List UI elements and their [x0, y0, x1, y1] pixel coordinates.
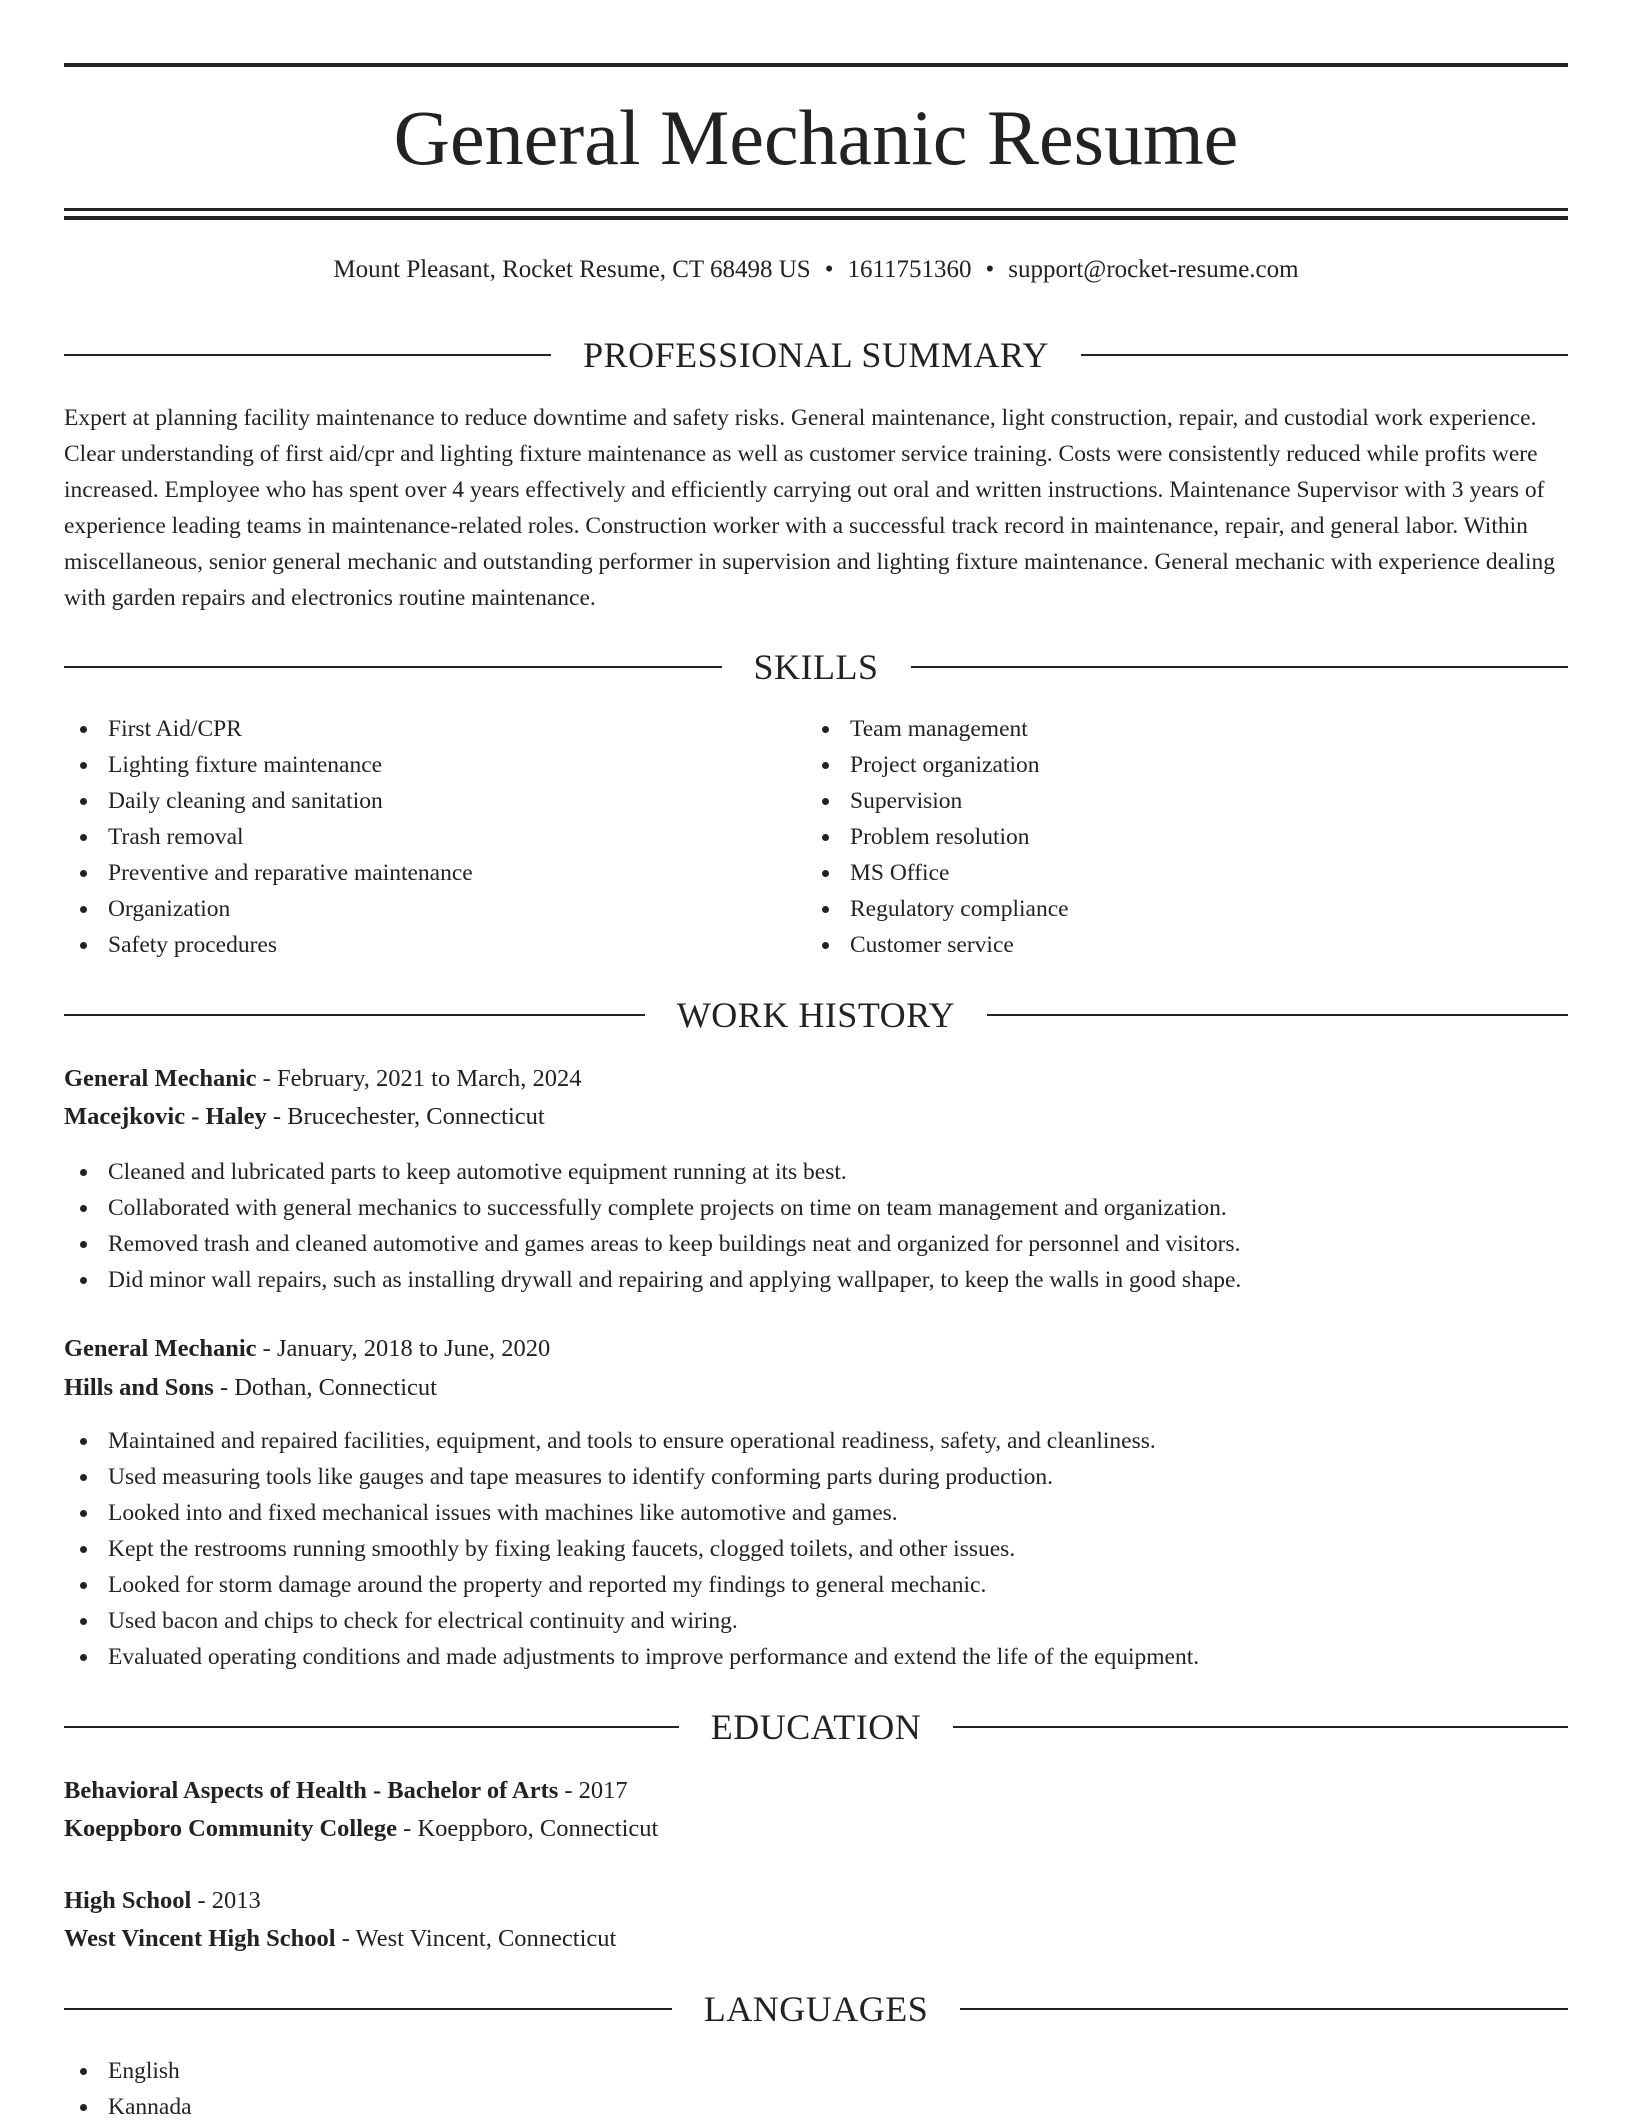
- header-top-rule: [64, 63, 1568, 67]
- job-location: - Brucechester, Connecticut: [266, 1103, 545, 1130]
- job-duties-list: [64, 1423, 1568, 1675]
- education-location: - West Vincent, Connecticut: [335, 1925, 617, 1952]
- job-duty: Collaborated with general mechanics to successfully complete projects on time on team management and organization.: [64, 1190, 1568, 1226]
- section-heading-education: [64, 1705, 1568, 1749]
- education-degree-line: [64, 1772, 628, 1810]
- job-duty: Used bacon and chips to check for electrical continuity and wiring.: [64, 1603, 1568, 1639]
- job-duty: Removed trash and cleaned automotive and games areas to keep buildings neat and organized for personnel and visitors.: [64, 1226, 1568, 1262]
- job-title-line: [64, 1060, 582, 1098]
- section-heading-languages: [64, 1987, 1568, 2031]
- job-company: Hills and Sons: [64, 1374, 214, 1401]
- job-duty: Cleaned and lubricated parts to keep automotive equipment running at its best.: [64, 1154, 1568, 1190]
- contact-phone: 1611751360: [847, 256, 972, 283]
- skill-item: Supervision: [806, 783, 1069, 819]
- heading-rule: [64, 666, 722, 668]
- skill-item: Organization: [64, 891, 473, 927]
- skills-list-right: [806, 711, 1069, 963]
- education-school: West Vincent High School: [64, 1925, 336, 1952]
- skill-item: Daily cleaning and sanitation: [64, 783, 473, 819]
- contact-separator: •: [824, 256, 834, 283]
- section-heading-skills: [64, 645, 1568, 689]
- heading-rule: [1081, 354, 1568, 356]
- education-degree: Behavioral Aspects of Health - Bachelor of Arts: [64, 1777, 559, 1804]
- heading-rule: [64, 1014, 645, 1016]
- education-location: - Koeppboro, Connecticut: [397, 1815, 659, 1842]
- heading-rule: [64, 1726, 679, 1728]
- job-duty: Kept the restrooms running smoothly by fixing leaking faucets, clogged toilets, and other issues.: [64, 1531, 1568, 1567]
- skill-item: Problem resolution: [806, 819, 1069, 855]
- heading-rule: [987, 1014, 1568, 1016]
- summary-paragraph: Expert at planning facility maintenance to reduce downtime and safety risks. General maintenance, light construction, repair, and custodial work experience. Clear understanding of first aid/cpr and lighting fixture maintenance as well as customer service training. Costs were consistently reduced while profits were increased. Employee who has spent over 4 years effectively and efficiently carrying out oral and written instructions. Maintenance Supervisor with 3 years of experience leading teams in maintenance-related roles. Construction worker with a successful track record in maintenance, repair, and general labor. Within miscellaneous, senior general mechanic and outstanding performer in supervision and lighting fixture maintenance. General mechanic with experience dealing with garden repairs and electronics routine maintenance.: [64, 405, 1556, 611]
- contact-address: Mount Pleasant, Rocket Resume, CT 68498 US: [333, 256, 811, 283]
- skill-item: MS Office: [806, 855, 1069, 891]
- skill-item: Team management: [806, 711, 1069, 747]
- job-duty: Looked into and fixed mechanical issues with machines like automotive and games.: [64, 1495, 1568, 1531]
- education-school-line: [64, 1920, 616, 1958]
- job-duty: Maintained and repaired facilities, equipment, and tools to ensure operational readiness, safety, and cleanliness.: [64, 1423, 1568, 1459]
- skill-item: Lighting fixture maintenance: [64, 747, 473, 783]
- education-year: - 2017: [558, 1777, 628, 1804]
- header-double-rule-upper: [64, 208, 1568, 211]
- skill-item: Regulatory compliance: [806, 891, 1069, 927]
- section-title-education: EDUCATION: [710, 1707, 922, 1747]
- education-degree: High School: [64, 1887, 192, 1914]
- education-degree-line: [64, 1882, 261, 1920]
- job-duty: Did minor wall repairs, such as installing drywall and repairing and applying wallpaper, to keep the walls in good shape.: [64, 1262, 1568, 1298]
- job-title-line: [64, 1330, 550, 1368]
- job-dates: - January, 2018 to June, 2020: [256, 1335, 551, 1362]
- skill-item: First Aid/CPR: [64, 711, 473, 747]
- education-school-line: [64, 1810, 658, 1848]
- heading-rule: [953, 1726, 1568, 1728]
- skill-item: Preventive and reparative maintenance: [64, 855, 473, 891]
- header-double-rule-lower: [64, 216, 1568, 220]
- resume-page: [64, 0, 1568, 2120]
- section-heading-work: [64, 993, 1568, 1037]
- languages-list: [64, 2053, 1568, 2125]
- resume-title: General Mechanic Resume: [393, 94, 1239, 181]
- section-title-work: WORK HISTORY: [676, 995, 956, 1035]
- heading-rule: [960, 2008, 1568, 2010]
- heading-rule: [64, 2008, 672, 2010]
- section-title-languages: LANGUAGES: [703, 1989, 929, 2029]
- job-dates: - February, 2021 to March, 2024: [256, 1065, 582, 1092]
- education-year: - 2013: [191, 1887, 261, 1914]
- job-duty: Used measuring tools like gauges and tape measures to identify conforming parts during production.: [64, 1459, 1568, 1495]
- language-item: Kannada: [64, 2089, 1568, 2125]
- job-location: - Dothan, Connecticut: [213, 1374, 437, 1401]
- job-company-line: [64, 1098, 545, 1136]
- job-company: Macejkovic - Haley: [64, 1103, 267, 1130]
- job-company-line: [64, 1369, 437, 1407]
- skill-item: Customer service: [806, 927, 1069, 963]
- job-title: General Mechanic: [64, 1065, 257, 1092]
- heading-rule: [911, 666, 1569, 668]
- skills-list-left: [64, 711, 473, 963]
- skill-item: Safety procedures: [64, 927, 473, 963]
- skill-item: Trash removal: [64, 819, 473, 855]
- contact-email: support@rocket-resume.com: [1008, 256, 1299, 283]
- education-school: Koeppboro Community College: [64, 1815, 398, 1842]
- contact-line: [64, 254, 1568, 286]
- language-item: English: [64, 2053, 1568, 2089]
- section-title-summary: PROFESSIONAL SUMMARY: [583, 335, 1049, 375]
- heading-rule: [64, 354, 551, 356]
- skill-item: Project organization: [806, 747, 1069, 783]
- contact-separator: •: [985, 256, 995, 283]
- job-title: General Mechanic: [64, 1335, 257, 1362]
- section-title-skills: SKILLS: [753, 647, 879, 687]
- job-duties-list: [64, 1154, 1568, 1298]
- section-heading-summary: [64, 333, 1568, 377]
- job-duty: Evaluated operating conditions and made adjustments to improve performance and extend the life of the equipment.: [64, 1639, 1568, 1675]
- job-duty: Looked for storm damage around the property and reported my findings to general mechanic.: [64, 1567, 1568, 1603]
